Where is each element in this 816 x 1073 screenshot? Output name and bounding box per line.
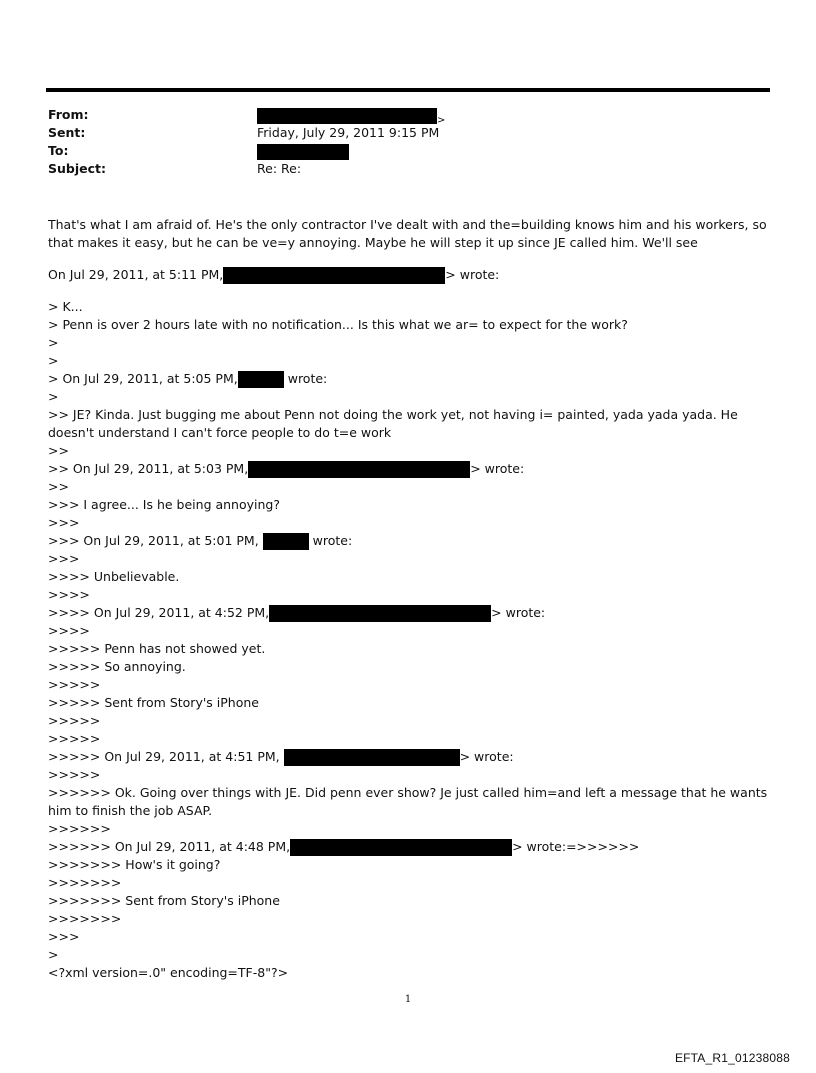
redaction-block [257, 144, 349, 160]
sent-row [48, 124, 768, 142]
quote-attribution: >>>>>> On Jul 29, 2011, at 4:48 PM, > wrote:=>>>>>> [48, 839, 640, 854]
quoted-line: > [48, 947, 59, 962]
quoted-line: >>>>> So annoying. [48, 659, 186, 674]
quoted-line: >>> [48, 551, 80, 566]
sent-label: Sent: [48, 125, 86, 140]
quoted-line: >>> I agree... Is he being annoying? [48, 497, 280, 512]
redaction-block [284, 749, 460, 766]
quote-attribution: >>> On Jul 29, 2011, at 5:01 PM, wrote: [48, 533, 353, 548]
to-label: To: [48, 143, 69, 158]
quoted-line: >>>>> [48, 713, 101, 728]
quoted-line: >>>>>> Ok. Going over things with JE. Did penn ever show? Je just called him=and left a message that he wants him to finish the job ASAP. [48, 785, 768, 818]
subject-label: Subject: [48, 161, 106, 176]
redaction-block [269, 605, 491, 622]
quoted-line: > [48, 353, 59, 368]
email-body [48, 216, 772, 982]
redaction-block [248, 461, 470, 478]
quoted-line: > [48, 335, 59, 350]
quote-attribution: >>>>> On Jul 29, 2011, at 4:51 PM, > wrote: [48, 749, 514, 764]
subject-value: Re: Re: [257, 161, 302, 176]
to-value [257, 142, 349, 160]
quoted-line: >>>>>>> Sent from Story's iPhone [48, 893, 280, 908]
quoted-line: >>>>> [48, 731, 101, 746]
quoted-line: >>>>>>> How's it going? [48, 857, 221, 872]
page-number: 1 [404, 994, 412, 1005]
quote-attribution: On Jul 29, 2011, at 5:11 PM, > wrote: [48, 267, 500, 282]
redaction-block [257, 108, 437, 124]
quoted-line: >>>> [48, 623, 90, 638]
redaction-block [263, 533, 309, 550]
quoted-line: >>>>>>> [48, 911, 122, 926]
quoted-line: >>>> [48, 587, 90, 602]
from-label: From: [48, 107, 89, 122]
email-header [48, 106, 768, 178]
quoted-line: >> [48, 479, 69, 494]
to-row [48, 142, 768, 160]
quote-attribution: > On Jul 29, 2011, at 5:05 PM, wrote: [48, 371, 328, 386]
quoted-line: > [48, 389, 59, 404]
document-id: EFTA_R1_01238088 [674, 1051, 790, 1065]
subject-row [48, 160, 768, 178]
quote-attribution: >> On Jul 29, 2011, at 5:03 PM, > wrote: [48, 461, 525, 476]
quoted-line: >> [48, 443, 69, 458]
quoted-line: >>>>> [48, 677, 101, 692]
quoted-line: > Penn is over 2 hours late with no notification... Is this what we ar= to expect for the work? [48, 317, 628, 332]
quoted-line: >>>>> [48, 767, 101, 782]
quoted-line: >>>>>>> [48, 875, 122, 890]
quoted-line: >> JE? Kinda. Just bugging me about Penn not doing the work yet, not having i= painted, yada yada yada. He doesn't understand I can't force people to do t=e work [48, 407, 738, 440]
quoted-line: >>>> Unbelievable. [48, 569, 180, 584]
quoted-line: >>>>> Sent from Story's iPhone [48, 695, 259, 710]
quoted-line: >>> [48, 929, 80, 944]
quoted-line: >>>>> Penn has not showed yet. [48, 641, 266, 656]
reply-paragraph: That's what I am afraid of. He's the only contractor I've dealt with and the=building knows him and his workers, so that makes it easy, but he can be ve=y annoying. Maybe he will step it up since JE called him. We'll see [48, 217, 771, 250]
redaction-block [223, 267, 445, 284]
xml-declaration: <?xml version=.0" encoding=TF-8"?> [48, 965, 289, 980]
quoted-line: > K... [48, 299, 83, 314]
quoted-line: >>>>>> [48, 821, 111, 836]
quote-attribution: >>>> On Jul 29, 2011, at 4:52 PM, > wrote: [48, 605, 546, 620]
sent-value: Friday, July 29, 2011 9:15 PM [257, 125, 440, 140]
from-row [48, 106, 768, 124]
quoted-line: >>> [48, 515, 80, 530]
header-rule [46, 88, 770, 92]
redaction-block [238, 371, 284, 388]
redaction-block [290, 839, 512, 856]
from-suffix: > [437, 115, 446, 126]
